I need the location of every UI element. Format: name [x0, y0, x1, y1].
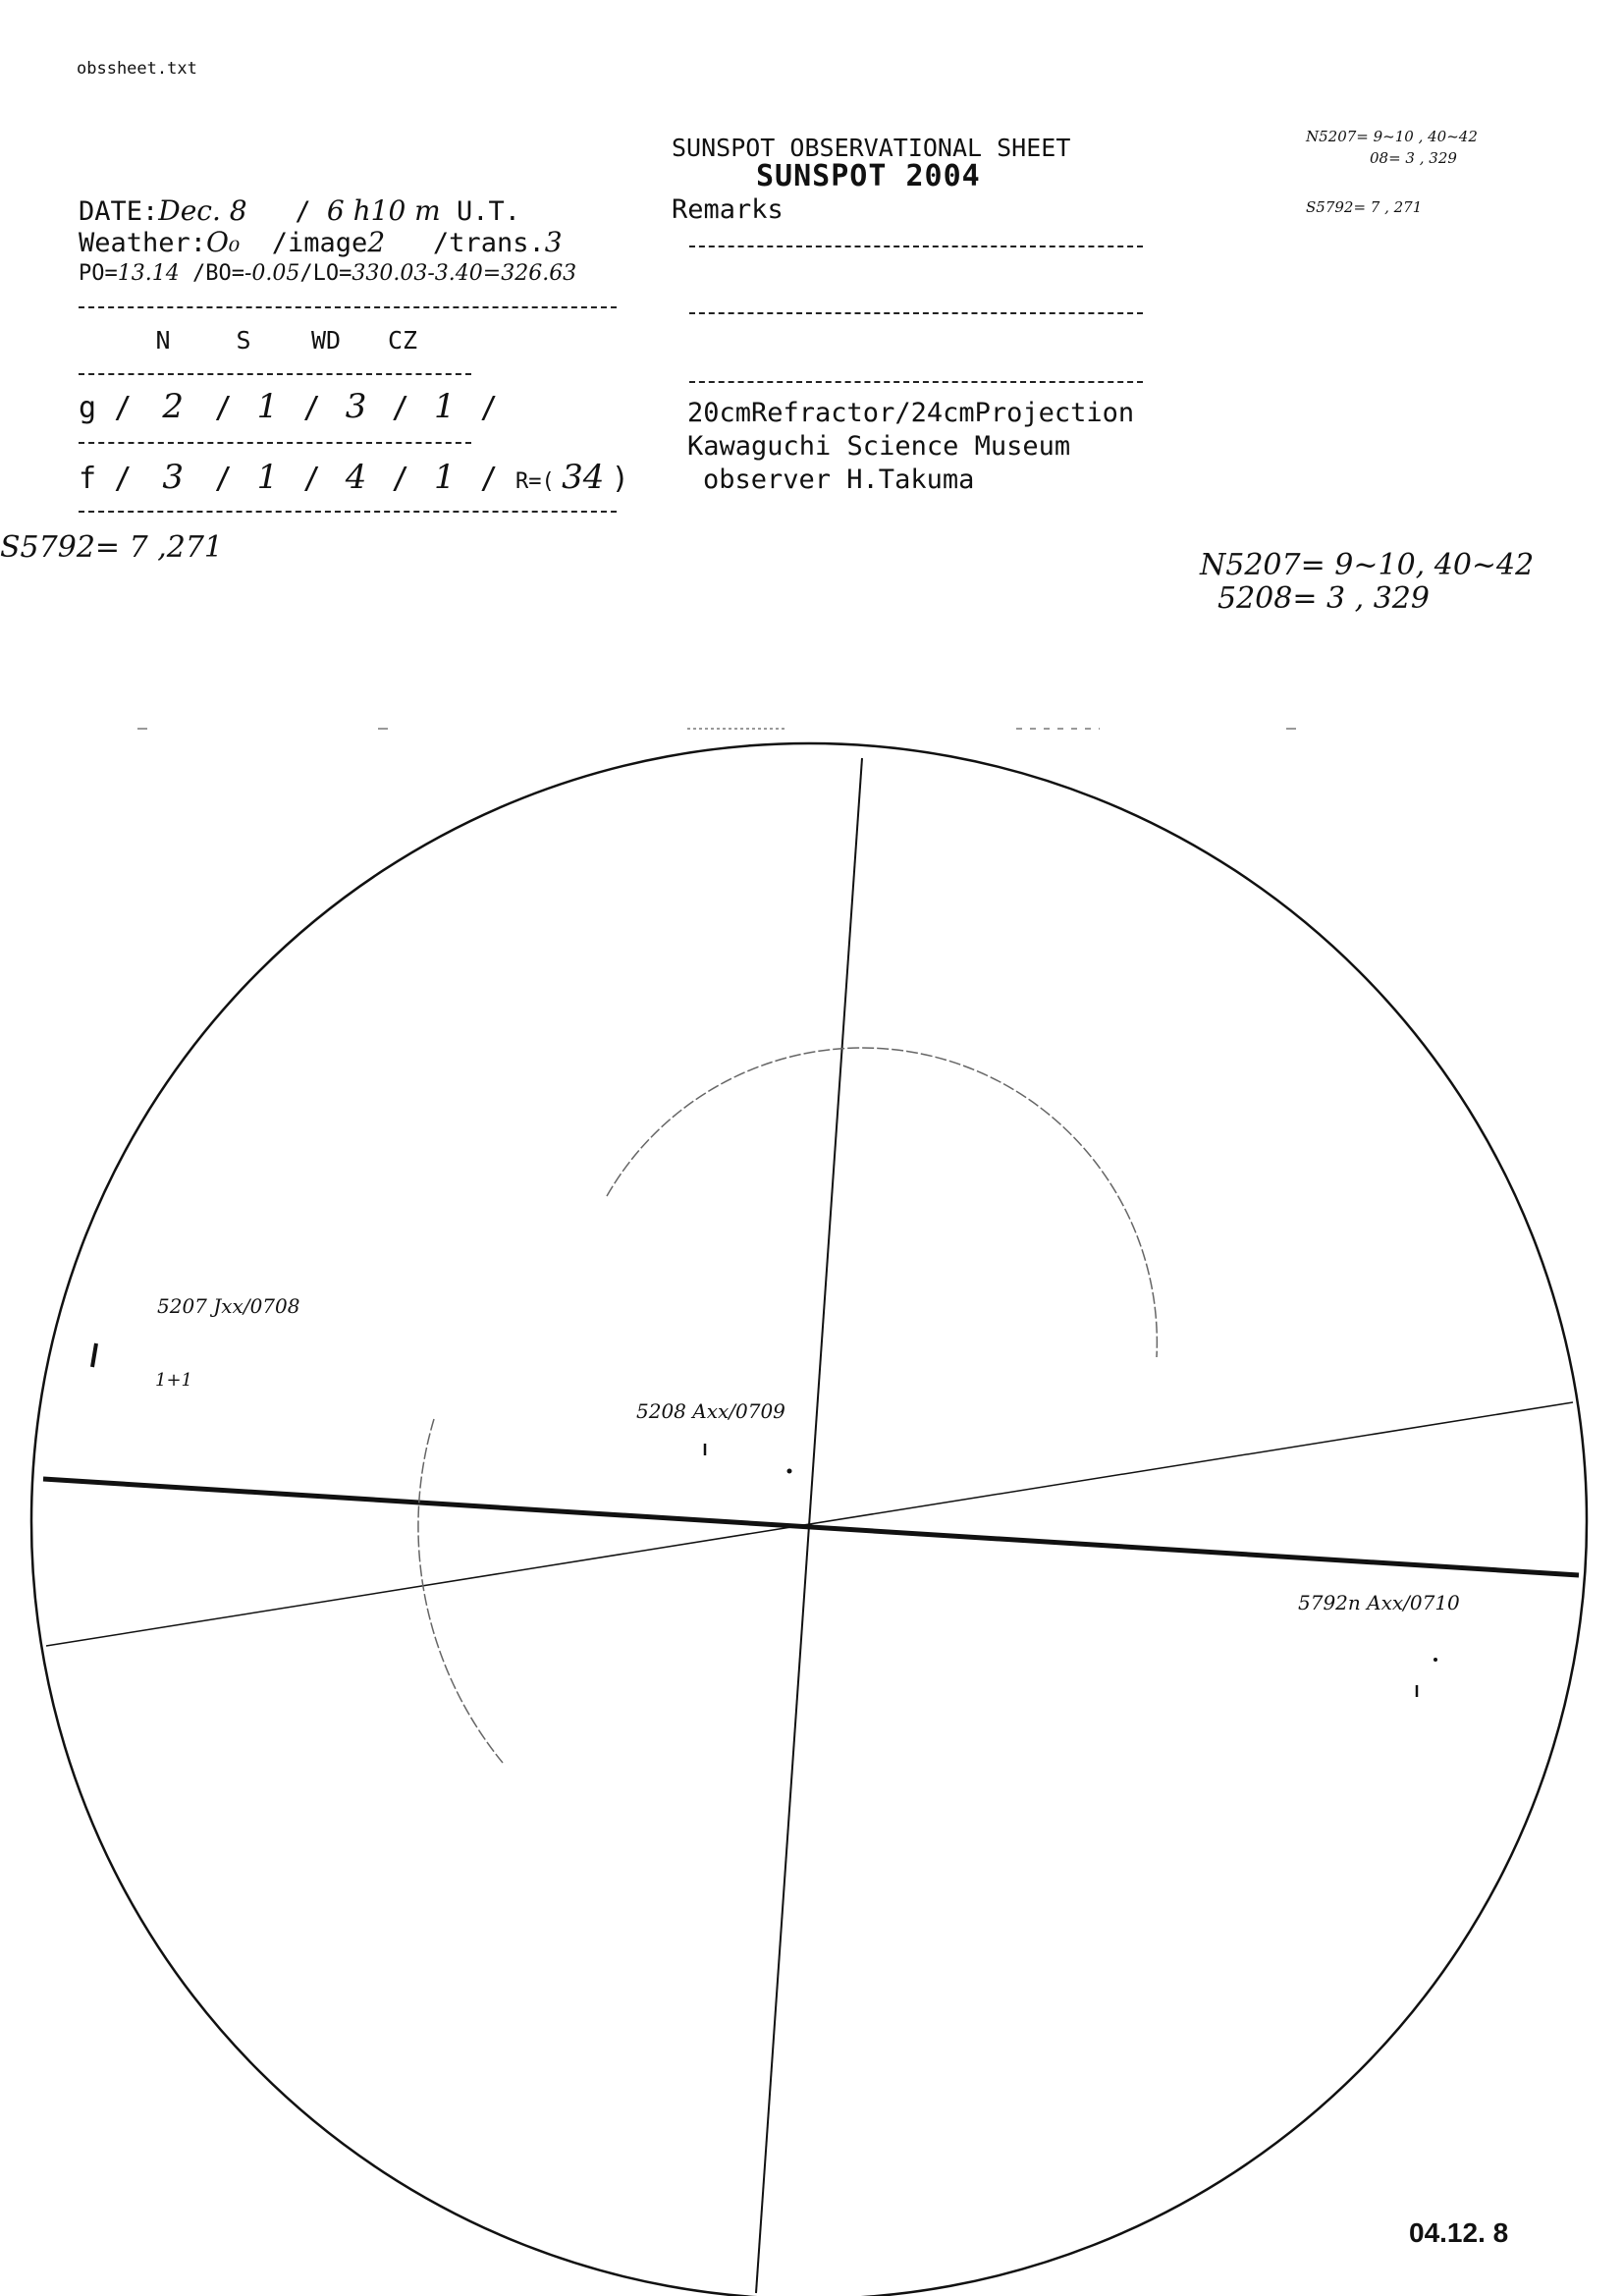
note-right-1: N5207= 9~10, 40~42 — [1200, 548, 1535, 582]
image-label: /image — [271, 228, 368, 258]
spot-label-5792: 5792n Axx/0710 — [1298, 1591, 1460, 1614]
note-top-right-2: 08= 3 , 329 — [1370, 149, 1457, 167]
instrument-label: 20cmRefractor/24cmProjection — [687, 398, 1135, 428]
note-top-right-3: S5792= 7 , 271 — [1306, 198, 1423, 216]
group-count-row: g / 2 / 1 / 3 / 1 / — [79, 387, 498, 426]
date-row: DATE:Dec. 8 / 6 h10 m U.T. — [79, 194, 521, 227]
f-n-value: 3 — [162, 458, 185, 497]
note-left: S5792= 7 ,271 — [0, 530, 223, 565]
spot-count-5207: 1+1 — [155, 1370, 192, 1391]
trans-label: /trans. — [432, 228, 545, 258]
f-s-value: 1 — [256, 458, 279, 497]
sheet-title: SUNSPOT OBSERVATIONAL SHEET — [672, 134, 1071, 162]
weather-label: Weather: — [79, 228, 207, 258]
time-value: 6 h10 m — [326, 194, 441, 227]
filename: obssheet.txt — [77, 59, 197, 79]
latitude-arc-upper — [607, 1048, 1157, 1357]
trans-value: 3 — [544, 226, 563, 258]
g-label: g — [79, 391, 97, 425]
b0-label: /BO= — [191, 261, 244, 286]
remarks-label: Remarks — [672, 194, 784, 225]
p0-value: 13.14 — [117, 261, 180, 286]
weather-value: O₀ — [206, 226, 241, 258]
latitude-arc-left — [418, 1419, 503, 1763]
time-unit: U.T. — [457, 196, 521, 227]
sheet-subtitle: SUNSPOT 2004 — [756, 159, 981, 193]
sunspot-mark — [1434, 1658, 1437, 1662]
r-value: 34 — [562, 458, 605, 497]
g-wd-value: 3 — [345, 387, 367, 426]
sunspot-mark — [92, 1343, 96, 1367]
header-n: N — [155, 326, 171, 355]
spot-label-5207: 5207 Jxx/0708 — [157, 1294, 300, 1318]
f-wd-value: 4 — [345, 458, 367, 497]
g-n-value: 2 — [162, 387, 185, 426]
f-label: f — [79, 462, 97, 496]
site-label: Kawaguchi Science Museum — [687, 431, 1071, 462]
f-cz-value: 1 — [433, 458, 456, 497]
spot-label-5208: 5208 Axx/0709 — [636, 1399, 785, 1423]
l0-value: 330.03-3.40=326.63 — [352, 261, 577, 286]
observer-label: observer H.Takuma — [703, 465, 975, 495]
date-stamp: 04.12. 8 — [1409, 2217, 1509, 2248]
note-top-right-1: N5207= 9~10 , 40~42 — [1306, 128, 1478, 145]
date-label: DATE: — [79, 196, 159, 227]
sunspot-mark — [787, 1469, 792, 1474]
header-s: S — [236, 326, 251, 355]
l0-label: /LO= — [299, 261, 352, 286]
image-value: 2 — [367, 226, 386, 258]
r-label: R=( — [515, 469, 555, 494]
p0-label: PO= — [79, 261, 118, 286]
header-cz: CZ — [387, 326, 418, 355]
spot-count-row: f / 3 / 1 / 4 / 1 / R=( 34 ) — [79, 458, 629, 497]
r-close: ) — [611, 462, 629, 496]
note-right-2: 5208= 3 , 329 — [1217, 581, 1430, 616]
g-s-value: 1 — [256, 387, 279, 426]
date-value: Dec. 8 — [158, 194, 247, 227]
b0-value: -0.05 — [243, 261, 300, 286]
header-wd: WD — [310, 326, 342, 355]
g-cz-value: 1 — [433, 387, 456, 426]
